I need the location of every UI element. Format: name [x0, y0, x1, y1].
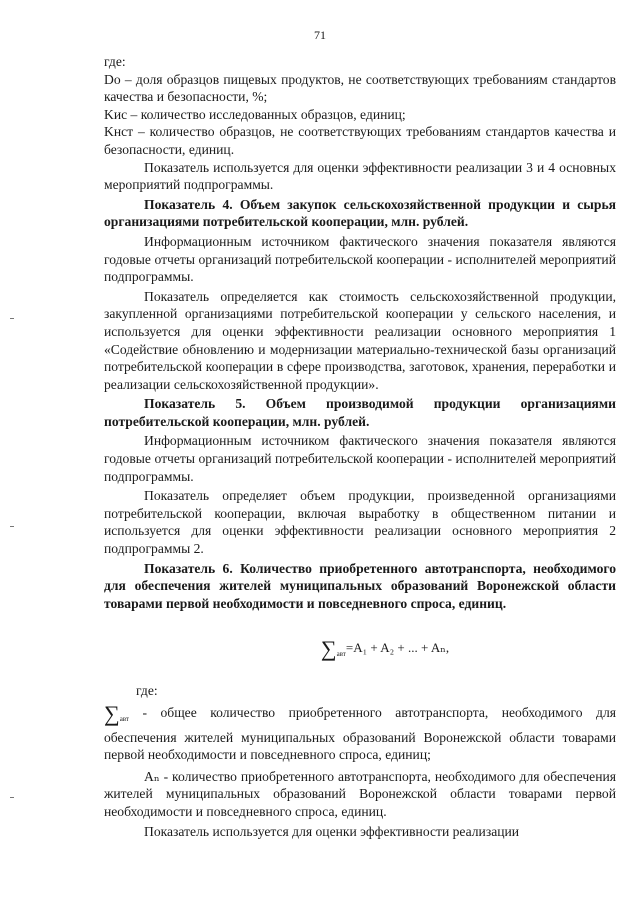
an-symbol: Aₙ: [144, 768, 160, 784]
definition-do: Dо – доля образцов пищевых продуктов, не соответствующих требованиям стандартов качества и безопасности, %;: [104, 71, 616, 105]
indicator-4-definition: Показатель определяется как стоимость сельскохозяйственной продукции, закупленной организациями потребительской кооперации у сельского населения, и используется для оценки эффективности реализации основного мероприятия 1 «Содействие обновлению и модернизации материально-технической базы организаций потребительской кооперации в сфере производства, заготовок, хранения, переработки и реализации сельскохозяйственной продукции».: [104, 288, 616, 392]
sigma-subscript: авт: [336, 650, 346, 659]
where-label: где:: [104, 54, 126, 69]
last-paragraph: Показатель используется для оценки эффективности реализации: [144, 823, 520, 839]
margin-mark: [10, 526, 14, 527]
formula: [154, 638, 616, 678]
indicator-4-source: Информационным источником фактического значения показателя являются годовые отчеты организаций потребительской кооперации - исполнителей мероприятий подпрограммы.: [104, 233, 616, 285]
usage-paragraph: Показатель используется для оценки эффективности реализации 3 и 4 основных мероприятий подпрограммы.: [104, 159, 616, 193]
page-body: [104, 53, 616, 840]
sigma-symbol-def: ∑: [104, 701, 120, 727]
indicator-5-source: Информационным источником фактического значения показателя являются годовые отчеты организаций потребительской кооперации - исполнителей мероприятий подпрограммы.: [104, 433, 616, 484]
formula-rhs: =A₁ + A₂ + ... + Aₙ,: [345, 640, 450, 656]
where-label-2: где:: [136, 683, 158, 699]
definition-sum-text: - общее количество приобретенного автотранспорта, необходимого для обеспечения жителей муниципальных образований Воронежской области товарами первой необходимости и повседневного спроса, единиц;: [104, 705, 616, 763]
definition-sum: [104, 701, 616, 764]
definition-kist: Kнст – количество образцов, не соответствующих требованиям стандартов качества и безопасности, единиц.: [104, 124, 616, 157]
page-number: 71: [314, 28, 326, 42]
definition-an-text: - количество приобретенного автотранспорта, необходимого для обеспечения жителей муниципальных образований Воронежской области товарами первой необходимости и повседневного спроса, единиц.: [104, 768, 616, 819]
sigma-symbol: ∑: [320, 636, 337, 662]
margin-mark: [10, 797, 14, 798]
sigma-subscript-def: авт: [119, 715, 129, 723]
margin-mark: [10, 318, 14, 319]
definition-kis: Kис – количество исследованных образцов, единиц;: [104, 106, 406, 122]
indicator-5-heading: Показатель 5. Объем производимой продукции организациями потребительской кооперации, млн. рублей.: [104, 396, 616, 429]
indicator-4-heading: Показатель 4. Объем закупок сельскохозяйственной продукции и сырья организациями потребительской кооперации, млн. рублей.: [104, 196, 616, 230]
indicator-5-definition: Показатель определяет объем продукции, произведенной организациями потребительской кооперации, включая выработку в общественном питании и используется для оценки эффективности реализации основного мероприятия 2 подпрограммы 2.: [104, 488, 616, 557]
indicator-6-heading: Показатель 6. Количество приобретенного автотранспорта, необходимого для обеспечения жителей муниципальных образований Воронежской области товарами первой необходимости и повседневного спроса, единиц.: [104, 560, 616, 611]
definition-an: [104, 768, 616, 821]
